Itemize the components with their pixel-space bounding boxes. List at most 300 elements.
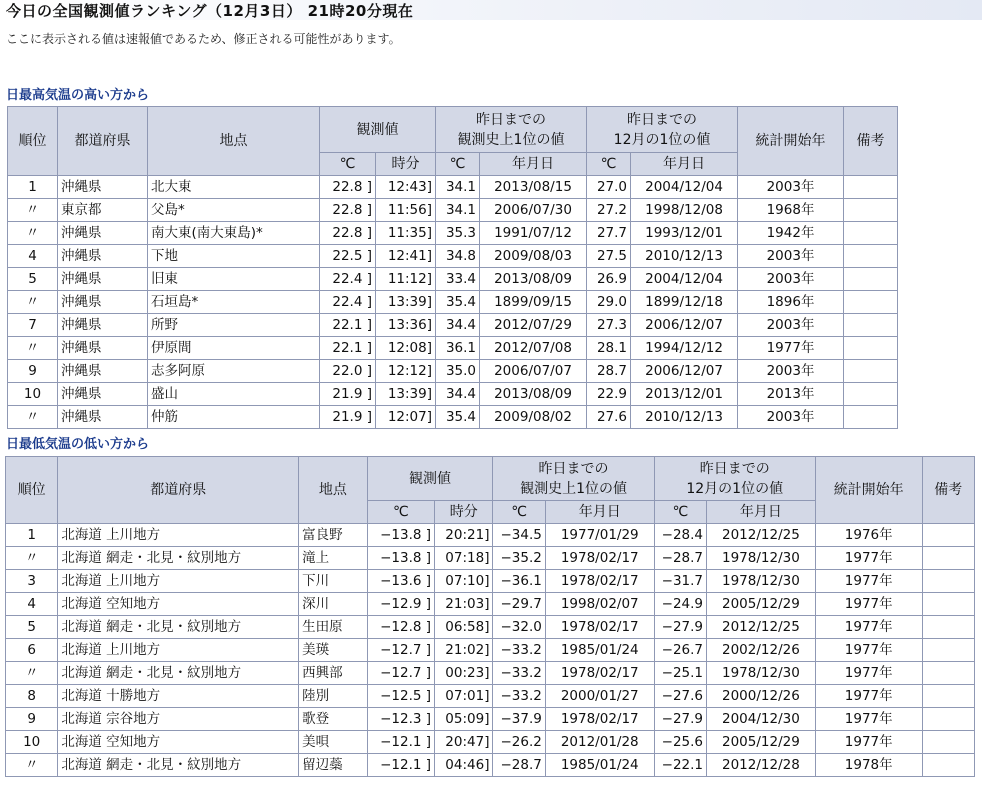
cell-start-year: 2003年 [738, 314, 844, 337]
cell-record-date: 1978/02/17 [545, 708, 654, 731]
cell-prefecture: 北海道 十勝地方 [58, 685, 299, 708]
cell-prefecture: 北海道 網走・北見・紋別地方 [58, 616, 299, 639]
table-row [6, 547, 975, 570]
table-row [6, 616, 975, 639]
header-remarks: 備考 [844, 107, 898, 176]
cell-start-year: 2003年 [738, 268, 844, 291]
cell-start-year: 1977年 [815, 731, 922, 754]
cell-rank: 9 [6, 708, 58, 731]
table-row [8, 291, 898, 314]
cell-observed-value: 22.8 ] [320, 176, 376, 199]
cell-month-record-date: 1994/12/12 [631, 337, 738, 360]
cell-observed-value: −12.1 ] [367, 731, 434, 754]
cell-rank: 10 [8, 383, 58, 406]
cell-record-date: 1985/01/24 [545, 754, 654, 777]
cell-observed-value: −12.9 ] [367, 593, 434, 616]
cell-station: 所野 [148, 314, 320, 337]
cell-remarks [844, 314, 898, 337]
cell-remarks [922, 685, 974, 708]
cell-observed-value: −13.8 ] [367, 547, 434, 570]
table-row [6, 685, 975, 708]
header-remarks: 備考 [922, 457, 974, 524]
ranking-table-high [7, 106, 898, 429]
cell-start-year: 1977年 [815, 593, 922, 616]
cell-record-date: 1985/01/24 [545, 639, 654, 662]
table-row [6, 754, 975, 777]
header-station: 地点 [299, 457, 367, 524]
cell-station: 下地 [148, 245, 320, 268]
cell-record-value: 34.4 [436, 383, 480, 406]
header-record-all: 昨日までの 観測史上1位の値 [493, 457, 654, 501]
cell-observed-time: 07:10] [435, 570, 493, 593]
cell-record-date: 2000/01/27 [545, 685, 654, 708]
cell-record-value: −33.2 [493, 639, 545, 662]
cell-remarks [844, 222, 898, 245]
cell-rank: 〃 [8, 406, 58, 429]
header-unit-celsius: ℃ [654, 501, 706, 524]
cell-observed-value: −12.8 ] [367, 616, 434, 639]
cell-record-date: 1978/02/17 [545, 662, 654, 685]
cell-station: 歌登 [299, 708, 367, 731]
cell-prefecture: 沖縄県 [58, 268, 148, 291]
header-unit-celsius: ℃ [367, 501, 434, 524]
cell-remarks [922, 731, 974, 754]
cell-observed-value: −12.5 ] [367, 685, 434, 708]
cell-observed-value: 22.8 ] [320, 199, 376, 222]
table-row [6, 708, 975, 731]
table-row [8, 314, 898, 337]
cell-station: 美唄 [299, 731, 367, 754]
cell-start-year: 2003年 [738, 245, 844, 268]
cell-station: 盛山 [148, 383, 320, 406]
cell-record-date: 2012/07/08 [480, 337, 587, 360]
cell-observed-time: 12:43] [376, 176, 436, 199]
cell-month-record-date: 1899/12/18 [631, 291, 738, 314]
cell-month-record-date: 2005/12/29 [707, 731, 816, 754]
cell-record-value: 33.4 [436, 268, 480, 291]
cell-record-date: 1998/02/07 [545, 593, 654, 616]
cell-remarks [844, 360, 898, 383]
header-observed: 観測値 [367, 457, 493, 501]
cell-observed-value: −12.7 ] [367, 662, 434, 685]
cell-record-value: 35.0 [436, 360, 480, 383]
cell-start-year: 1977年 [815, 570, 922, 593]
cell-observed-time: 04:46] [435, 754, 493, 777]
cell-station: 滝上 [299, 547, 367, 570]
cell-observed-value: −12.3 ] [367, 708, 434, 731]
cell-observed-time: 12:12] [376, 360, 436, 383]
table-row [8, 383, 898, 406]
cell-rank: 1 [8, 176, 58, 199]
cell-observed-time: 13:39] [376, 291, 436, 314]
cell-month-record-date: 1998/12/08 [631, 199, 738, 222]
cell-remarks [922, 708, 974, 731]
cell-prefecture: 北海道 網走・北見・紋別地方 [58, 547, 299, 570]
cell-rank: 4 [8, 245, 58, 268]
table-row [6, 570, 975, 593]
cell-observed-time: 21:03] [435, 593, 493, 616]
cell-record-value: 34.8 [436, 245, 480, 268]
cell-station: 生田原 [299, 616, 367, 639]
cell-observed-time: 06:58] [435, 616, 493, 639]
cell-observed-value: −12.7 ] [367, 639, 434, 662]
cell-remarks [844, 268, 898, 291]
preliminary-notice: ここに表示される値は速報値であるため、修正される可能性があります。 [6, 32, 401, 46]
cell-prefecture: 北海道 網走・北見・紋別地方 [58, 754, 299, 777]
cell-record-value: 35.4 [436, 291, 480, 314]
cell-remarks [922, 593, 974, 616]
cell-remarks [922, 662, 974, 685]
cell-station: 志多阿原 [148, 360, 320, 383]
cell-record-date: 2009/08/02 [480, 406, 587, 429]
cell-month-record-value: −27.9 [654, 708, 706, 731]
cell-record-date: 1978/02/17 [545, 570, 654, 593]
cell-observed-time: 13:36] [376, 314, 436, 337]
header-station: 地点 [148, 107, 320, 176]
cell-start-year: 1977年 [815, 708, 922, 731]
cell-observed-value: 22.4 ] [320, 291, 376, 314]
cell-month-record-value: −31.7 [654, 570, 706, 593]
cell-record-date: 2006/07/07 [480, 360, 587, 383]
cell-record-value: −26.2 [493, 731, 545, 754]
cell-month-record-value: −22.1 [654, 754, 706, 777]
cell-record-date: 1899/09/15 [480, 291, 587, 314]
cell-prefecture: 北海道 網走・北見・紋別地方 [58, 662, 299, 685]
cell-rank: 7 [8, 314, 58, 337]
table-row [8, 222, 898, 245]
cell-prefecture: 沖縄県 [58, 314, 148, 337]
cell-month-record-value: 29.0 [587, 291, 631, 314]
cell-remarks [844, 176, 898, 199]
cell-prefecture: 北海道 空知地方 [58, 593, 299, 616]
cell-record-value: −28.7 [493, 754, 545, 777]
cell-month-record-value: −24.9 [654, 593, 706, 616]
table-row [8, 360, 898, 383]
cell-observed-time: 21:02] [435, 639, 493, 662]
cell-station: 伊原間 [148, 337, 320, 360]
cell-station: 深川 [299, 593, 367, 616]
cell-start-year: 1968年 [738, 199, 844, 222]
cell-prefecture: 北海道 上川地方 [58, 524, 299, 547]
cell-month-record-date: 2006/12/07 [631, 360, 738, 383]
cell-observed-value: −13.8 ] [367, 524, 434, 547]
cell-record-value: 34.1 [436, 176, 480, 199]
cell-remarks [844, 406, 898, 429]
cell-remarks [922, 570, 974, 593]
cell-rank: 8 [6, 685, 58, 708]
cell-prefecture: 北海道 上川地方 [58, 570, 299, 593]
cell-observed-time: 11:56] [376, 199, 436, 222]
cell-remarks [844, 199, 898, 222]
cell-rank: 9 [8, 360, 58, 383]
cell-station: 仲筋 [148, 406, 320, 429]
cell-station: 留辺蘂 [299, 754, 367, 777]
cell-record-value: 35.4 [436, 406, 480, 429]
header-prefecture: 都道府県 [58, 107, 148, 176]
cell-record-value: 34.4 [436, 314, 480, 337]
cell-month-record-value: −25.6 [654, 731, 706, 754]
cell-record-date: 2013/08/09 [480, 383, 587, 406]
cell-station: 父島* [148, 199, 320, 222]
cell-remarks [844, 383, 898, 406]
cell-observed-time: 12:07] [376, 406, 436, 429]
cell-month-record-value: −25.1 [654, 662, 706, 685]
cell-observed-value: 22.8 ] [320, 222, 376, 245]
table-row [8, 337, 898, 360]
cell-prefecture: 沖縄県 [58, 406, 148, 429]
cell-station: 西興部 [299, 662, 367, 685]
cell-observed-value: 22.1 ] [320, 314, 376, 337]
cell-month-record-date: 1978/12/30 [707, 547, 816, 570]
header-record-all: 昨日までの 観測史上1位の値 [436, 107, 587, 153]
cell-record-date: 2006/07/30 [480, 199, 587, 222]
cell-month-record-date: 2000/12/26 [707, 685, 816, 708]
cell-record-date: 2009/08/03 [480, 245, 587, 268]
cell-start-year: 2003年 [738, 406, 844, 429]
cell-observed-value: −13.6 ] [367, 570, 434, 593]
cell-start-year: 1896年 [738, 291, 844, 314]
header-start-year: 統計開始年 [815, 457, 922, 524]
cell-station: 陸別 [299, 685, 367, 708]
cell-rank: 6 [6, 639, 58, 662]
header-unit-celsius: ℃ [587, 153, 631, 176]
cell-observed-value: 21.9 ] [320, 406, 376, 429]
cell-start-year: 2003年 [738, 176, 844, 199]
cell-record-value: 35.3 [436, 222, 480, 245]
cell-prefecture: 沖縄県 [58, 360, 148, 383]
cell-rank: 〃 [8, 337, 58, 360]
cell-prefecture: 沖縄県 [58, 245, 148, 268]
cell-month-record-date: 2004/12/04 [631, 268, 738, 291]
cell-month-record-value: −27.6 [654, 685, 706, 708]
cell-month-record-date: 2013/12/01 [631, 383, 738, 406]
cell-prefecture: 東京都 [58, 199, 148, 222]
cell-rank: 〃 [6, 754, 58, 777]
cell-prefecture: 沖縄県 [58, 337, 148, 360]
page-title: 今日の全国観測値ランキング（12月3日） 21時20分現在 [6, 2, 414, 20]
cell-rank: 〃 [6, 547, 58, 570]
cell-start-year: 1978年 [815, 754, 922, 777]
cell-record-date: 2013/08/09 [480, 268, 587, 291]
cell-month-record-date: 1978/12/30 [707, 570, 816, 593]
cell-observed-value: 22.1 ] [320, 337, 376, 360]
cell-month-record-value: 27.0 [587, 176, 631, 199]
cell-month-record-date: 1993/12/01 [631, 222, 738, 245]
cell-station: 石垣島* [148, 291, 320, 314]
header-unit-date: 年月日 [631, 153, 738, 176]
cell-record-date: 1978/02/17 [545, 547, 654, 570]
cell-rank: 5 [8, 268, 58, 291]
cell-rank: 3 [6, 570, 58, 593]
cell-start-year: 2003年 [738, 360, 844, 383]
table-row [6, 524, 975, 547]
cell-month-record-date: 2012/12/28 [707, 754, 816, 777]
cell-rank: 10 [6, 731, 58, 754]
header-unit-date: 年月日 [707, 501, 816, 524]
cell-month-record-value: 27.2 [587, 199, 631, 222]
cell-month-record-date: 2012/12/25 [707, 616, 816, 639]
cell-prefecture: 北海道 宗谷地方 [58, 708, 299, 731]
cell-record-value: −37.9 [493, 708, 545, 731]
cell-prefecture: 沖縄県 [58, 383, 148, 406]
cell-observed-value: 22.5 ] [320, 245, 376, 268]
cell-record-value: −33.2 [493, 685, 545, 708]
cell-rank: 〃 [8, 291, 58, 314]
cell-month-record-date: 1978/12/30 [707, 662, 816, 685]
cell-start-year: 1942年 [738, 222, 844, 245]
cell-month-record-value: 27.5 [587, 245, 631, 268]
cell-prefecture: 沖縄県 [58, 291, 148, 314]
table-row [8, 245, 898, 268]
cell-station: 北大東 [148, 176, 320, 199]
table-row [6, 593, 975, 616]
table-row [6, 662, 975, 685]
cell-record-value: −34.5 [493, 524, 545, 547]
cell-remarks [922, 616, 974, 639]
cell-month-record-date: 2012/12/25 [707, 524, 816, 547]
table-row [6, 731, 975, 754]
cell-record-value: −35.2 [493, 547, 545, 570]
cell-observed-time: 12:41] [376, 245, 436, 268]
cell-observed-time: 20:47] [435, 731, 493, 754]
cell-record-value: 34.1 [436, 199, 480, 222]
cell-remarks [922, 754, 974, 777]
header-start-year: 統計開始年 [738, 107, 844, 176]
cell-start-year: 1976年 [815, 524, 922, 547]
cell-observed-time: 13:39] [376, 383, 436, 406]
cell-month-record-value: 27.6 [587, 406, 631, 429]
cell-observed-time: 11:12] [376, 268, 436, 291]
cell-month-record-date: 2010/12/13 [631, 245, 738, 268]
cell-start-year: 1977年 [815, 547, 922, 570]
cell-rank: 5 [6, 616, 58, 639]
table-row [8, 176, 898, 199]
header-rank: 順位 [8, 107, 58, 176]
cell-station: 下川 [299, 570, 367, 593]
cell-observed-value: −12.1 ] [367, 754, 434, 777]
cell-record-date: 1991/07/12 [480, 222, 587, 245]
cell-month-record-value: 27.3 [587, 314, 631, 337]
cell-station: 旧東 [148, 268, 320, 291]
cell-station: 富良野 [299, 524, 367, 547]
cell-observed-time: 11:35] [376, 222, 436, 245]
header-record-month: 昨日までの 12月の1位の値 [587, 107, 738, 153]
cell-record-date: 1977/01/29 [545, 524, 654, 547]
ranking-table-low [5, 456, 975, 777]
cell-start-year: 1977年 [815, 639, 922, 662]
cell-month-record-value: −28.7 [654, 547, 706, 570]
cell-prefecture: 北海道 上川地方 [58, 639, 299, 662]
cell-observed-time: 00:23] [435, 662, 493, 685]
cell-start-year: 1977年 [815, 662, 922, 685]
cell-prefecture: 沖縄県 [58, 176, 148, 199]
cell-month-record-date: 2010/12/13 [631, 406, 738, 429]
cell-month-record-value: 26.9 [587, 268, 631, 291]
section-title-high: 日最高気温の高い方から [6, 88, 150, 103]
header-unit-time: 時分 [435, 501, 493, 524]
header-record-month: 昨日までの 12月の1位の値 [654, 457, 815, 501]
cell-record-value: −36.1 [493, 570, 545, 593]
cell-observed-time: 07:01] [435, 685, 493, 708]
cell-rank: 〃 [6, 662, 58, 685]
cell-month-record-date: 2004/12/04 [631, 176, 738, 199]
cell-remarks [922, 639, 974, 662]
cell-month-record-value: 28.1 [587, 337, 631, 360]
cell-rank: 4 [6, 593, 58, 616]
cell-rank: 〃 [8, 199, 58, 222]
header-unit-celsius: ℃ [493, 501, 545, 524]
cell-month-record-date: 2006/12/07 [631, 314, 738, 337]
cell-prefecture: 北海道 空知地方 [58, 731, 299, 754]
ranking-rows-high [8, 176, 898, 429]
cell-station: 南大東(南大東島)* [148, 222, 320, 245]
cell-prefecture: 沖縄県 [58, 222, 148, 245]
table-row [6, 639, 975, 662]
header-observed: 観測値 [320, 107, 436, 153]
header-prefecture: 都道府県 [58, 457, 299, 524]
header-unit-time: 時分 [376, 153, 436, 176]
cell-record-value: −33.2 [493, 662, 545, 685]
cell-record-date: 2013/08/15 [480, 176, 587, 199]
cell-remarks [844, 337, 898, 360]
cell-record-date: 1978/02/17 [545, 616, 654, 639]
header-unit-celsius: ℃ [320, 153, 376, 176]
cell-rank: 1 [6, 524, 58, 547]
table-row [8, 406, 898, 429]
cell-record-value: −32.0 [493, 616, 545, 639]
cell-month-record-value: 22.9 [587, 383, 631, 406]
header-unit-date: 年月日 [480, 153, 587, 176]
cell-record-value: −29.7 [493, 593, 545, 616]
cell-observed-time: 12:08] [376, 337, 436, 360]
cell-remarks [922, 524, 974, 547]
ranking-rows-low [6, 524, 975, 777]
cell-observed-time: 05:09] [435, 708, 493, 731]
cell-month-record-value: 27.7 [587, 222, 631, 245]
cell-observed-time: 07:18] [435, 547, 493, 570]
cell-observed-value: 21.9 ] [320, 383, 376, 406]
cell-record-date: 2012/01/28 [545, 731, 654, 754]
table-row [8, 199, 898, 222]
header-unit-celsius: ℃ [436, 153, 480, 176]
cell-month-record-date: 2005/12/29 [707, 593, 816, 616]
cell-remarks [922, 547, 974, 570]
cell-month-record-value: −28.4 [654, 524, 706, 547]
cell-observed-time: 20:21] [435, 524, 493, 547]
header-rank: 順位 [6, 457, 58, 524]
cell-observed-value: 22.0 ] [320, 360, 376, 383]
cell-record-date: 2012/07/29 [480, 314, 587, 337]
cell-start-year: 2013年 [738, 383, 844, 406]
cell-observed-value: 22.4 ] [320, 268, 376, 291]
cell-month-record-date: 2004/12/30 [707, 708, 816, 731]
table-row [8, 268, 898, 291]
cell-month-record-value: −27.9 [654, 616, 706, 639]
cell-remarks [844, 245, 898, 268]
cell-start-year: 1977年 [738, 337, 844, 360]
cell-rank: 〃 [8, 222, 58, 245]
cell-start-year: 1977年 [815, 685, 922, 708]
header-unit-date: 年月日 [545, 501, 654, 524]
cell-record-value: 36.1 [436, 337, 480, 360]
cell-month-record-value: −26.7 [654, 639, 706, 662]
section-title-low: 日最低気温の低い方から [6, 437, 150, 452]
cell-station: 美瑛 [299, 639, 367, 662]
cell-month-record-date: 2002/12/26 [707, 639, 816, 662]
cell-month-record-value: 28.7 [587, 360, 631, 383]
cell-start-year: 1977年 [815, 616, 922, 639]
cell-remarks [844, 291, 898, 314]
